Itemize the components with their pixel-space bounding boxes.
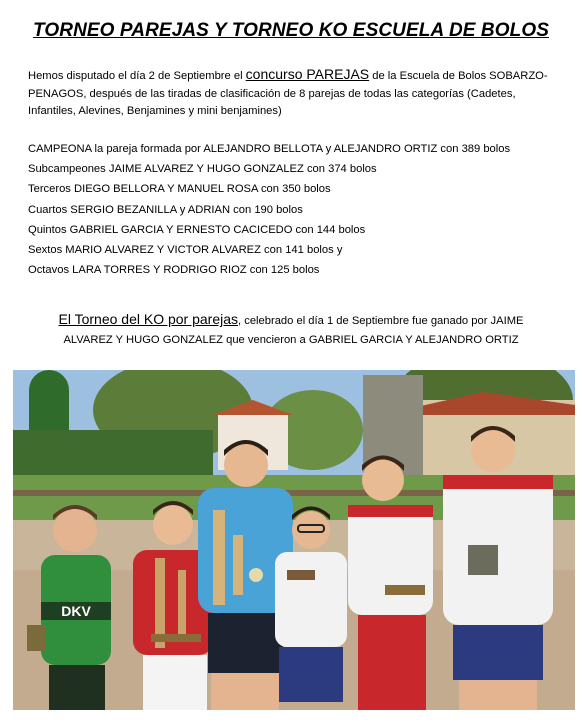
ko-paragraph — [0, 310, 582, 350]
ko-text-2: ALVAREZ Y HUGO GONZALEZ que vencieron a GABRIEL GARCIA Y ALEJANDRO ORTIZ — [63, 334, 519, 346]
team-photo — [13, 370, 575, 710]
result-line: Cuartos SERGIO BEZANILLA y ADRIAN con 190 bolos — [28, 203, 303, 216]
ko-text-1: , celebrado el día 1 de Septiembre fue ganado por JAIME — [238, 315, 524, 327]
result-line: CAMPEONA la pareja formada por ALEJANDRO BELLOTA y ALEJANDRO ORTIZ con 389 bolos — [28, 143, 511, 155]
result-line: Terceros DIEGO BELLORA Y MANUEL ROSA con 350 bolos — [28, 183, 331, 196]
results-list — [28, 139, 568, 280]
ko-highlight: El Torneo del KO por parejas — [58, 311, 239, 327]
intro-highlight: concurso PAREJAS — [245, 66, 370, 82]
result-line: Sextos MARIO ALVAREZ Y VICTOR ALVAREZ con 141 bolos y — [28, 244, 343, 257]
jersey-text: DKV — [61, 603, 91, 619]
team-photo-illustration — [13, 370, 575, 710]
result-line: Quintos GABRIEL GARCIA Y ERNESTO CACICEDO con 144 bolos — [28, 223, 366, 236]
intro-text-2: de la Escuela de Bolos SOBARZO-PENAGOS, después de las tiradas de clasificación de 8 parejas de todas las categorías (Cadetes, Infantiles, Alevines, Benjamines y mini benjamines) — [28, 70, 548, 117]
intro-paragraph — [28, 66, 558, 121]
page-title: TORNEO PAREJAS Y TORNEO KO ESCUELA DE BOLOS — [33, 20, 549, 41]
intro-text-1: Hemos disputado el día 2 de Septiembre el — [28, 70, 246, 82]
result-line: Subcampeones JAIME ALVAREZ Y HUGO GONZALEZ con 374 bolos — [28, 163, 377, 176]
result-line: Octavos LARA TORRES Y RODRIGO RIOZ con 125 bolos — [28, 264, 320, 277]
